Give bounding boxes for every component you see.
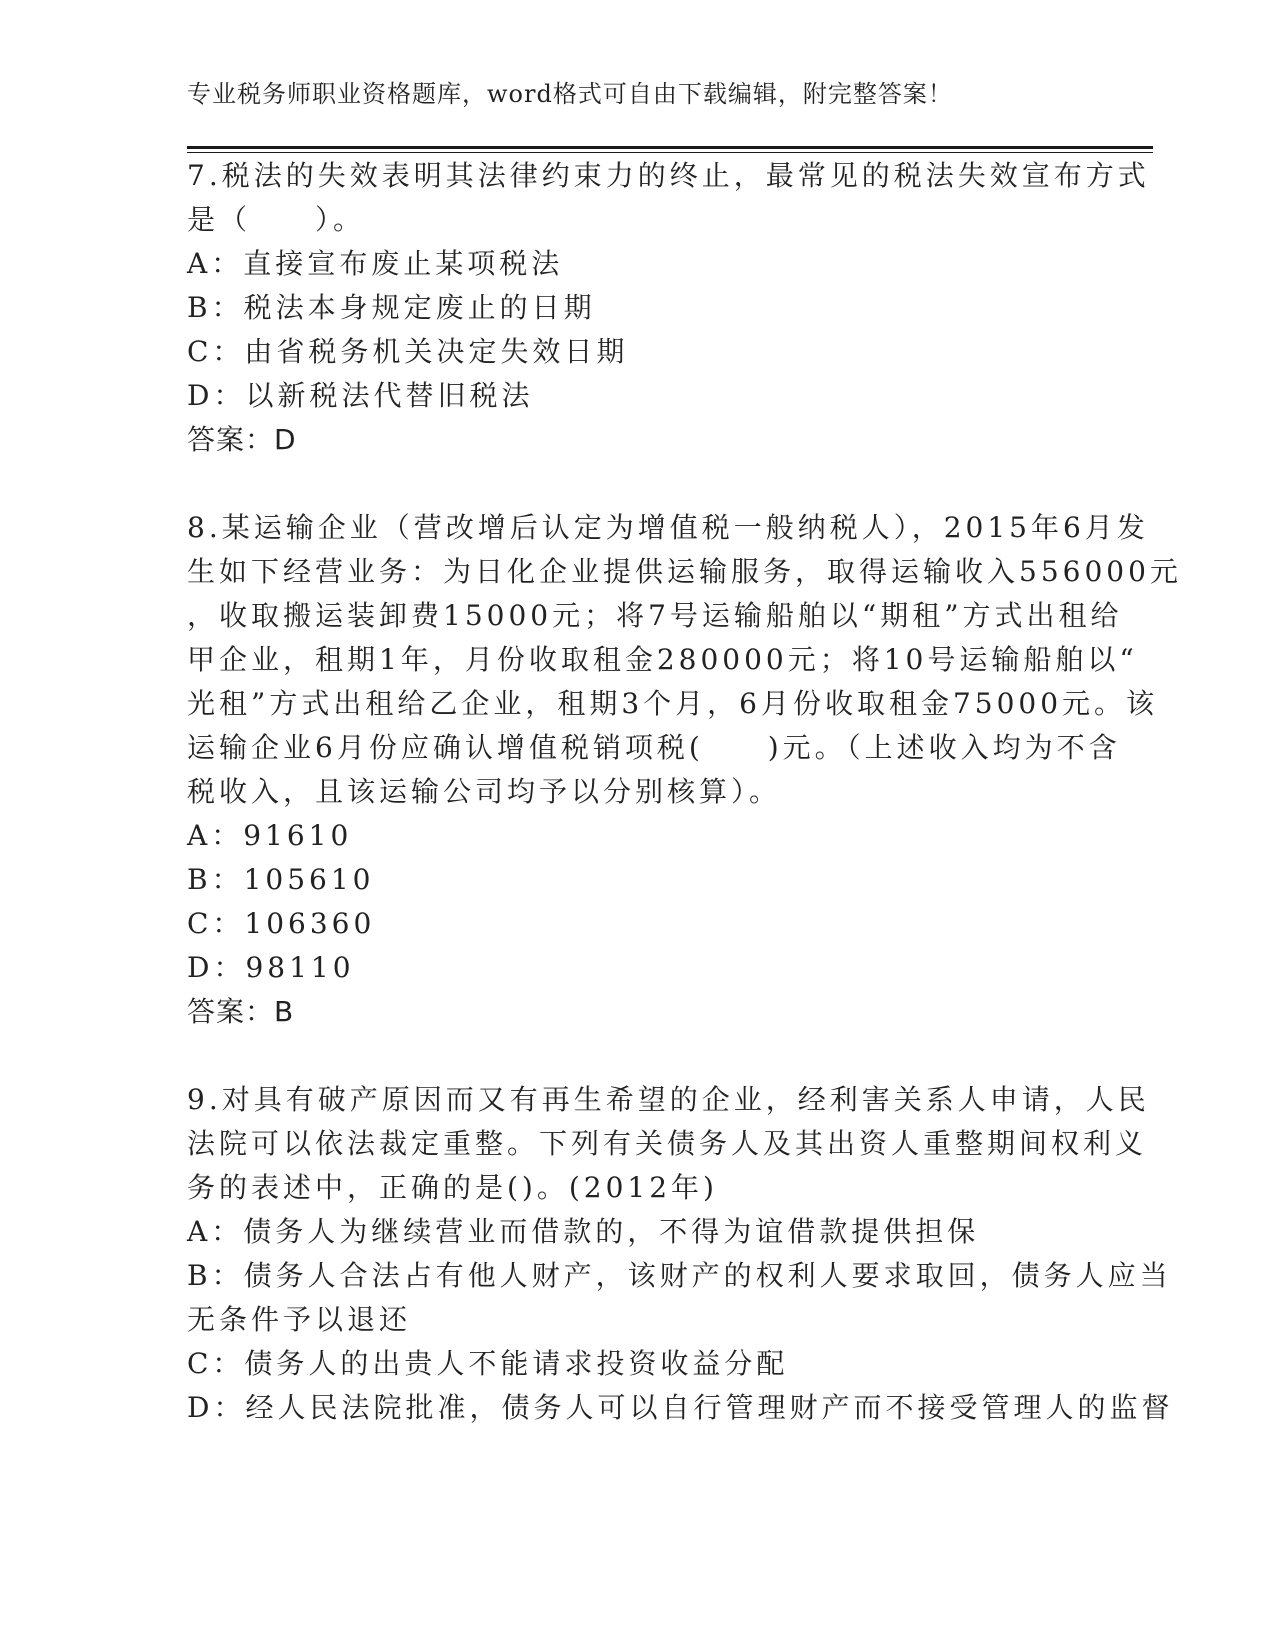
question-9-option-b-cont: 无条件予以退还: [187, 1303, 412, 1336]
question-9-stem-line: 9.对具有破产原因而又有再生希望的企业，经利害关系人申请，人民: [187, 1083, 1150, 1116]
question-8-stem-line: 甲企业，租期1年，月份收取租金280000元；将10号运输船舶以“: [187, 643, 1138, 676]
question-9-option-c: C：债务人的出贵人不能请求投资收益分配: [187, 1347, 789, 1380]
header-rule-thin: [187, 152, 1153, 153]
question-7-option-d: D：以新税法代替旧税法: [187, 379, 534, 412]
question-8-answer: 答案：B: [187, 995, 295, 1028]
page-header: 专业税务师职业资格题库，word格式可自由下载编辑，附完整答案！: [187, 80, 953, 108]
question-7-answer: 答案：D: [187, 423, 297, 456]
question-8-option-d: D：98110: [187, 951, 355, 984]
question-8-stem-line: 生如下经营业务：为日化企业提供运输服务，取得运输收入556000元: [187, 555, 1182, 588]
question-7-stem-line: 7.税法的失效表明其法律约束力的终止，最常见的税法失效宣布方式: [187, 159, 1150, 192]
question-9-stem-line: 法院可以依法裁定重整。下列有关债务人及其出资人重整期间权利义: [187, 1127, 1148, 1160]
header-rule-thick: [187, 146, 1153, 149]
question-8-option-a: A：91610: [187, 819, 353, 852]
question-7-option-b: B：税法本身规定废止的日期: [187, 291, 596, 324]
question-8-stem-line: 税收入，且该运输公司均予以分别核算）。: [187, 775, 782, 808]
question-8-option-c: C：106360: [187, 907, 376, 940]
question-8-stem-line: ，收取搬运装卸费15000元；将7号运输船舶以“期租”方式出租给: [187, 599, 1123, 632]
question-7-stem-line: 是（ ）。: [187, 203, 366, 236]
question-8-stem-line: 运输企业6月份应确认增值税销项税( )元。（上述收入均为不含: [187, 731, 1121, 764]
question-9-stem-line: 务的表述中，正确的是()。(2012年): [187, 1171, 718, 1204]
question-7-option-a: A：直接宣布废止某项税法: [187, 247, 564, 280]
question-9-option-a: A：债务人为继续营业而借款的，不得为谊借款提供担保: [187, 1215, 980, 1248]
question-8-stem-line: 光租”方式出租给乙企业，租期3个月，6月份收取租金75000元。该: [187, 687, 1159, 720]
question-8-stem-line: 8.某运输企业（营改增后认定为增值税一般纳税人），2015年6月发: [187, 511, 1149, 544]
question-9-option-b: B：债务人合法占有他人财产，该财产的权利人要求取回，债务人应当: [187, 1259, 1172, 1292]
question-9-option-d: D：经人民法院批准，债务人可以自行管理财产而不接受管理人的监督: [187, 1391, 1174, 1424]
question-8-option-b: B：105610: [187, 863, 375, 896]
question-7-option-c: C：由省税务机关决定失效日期: [187, 335, 629, 368]
